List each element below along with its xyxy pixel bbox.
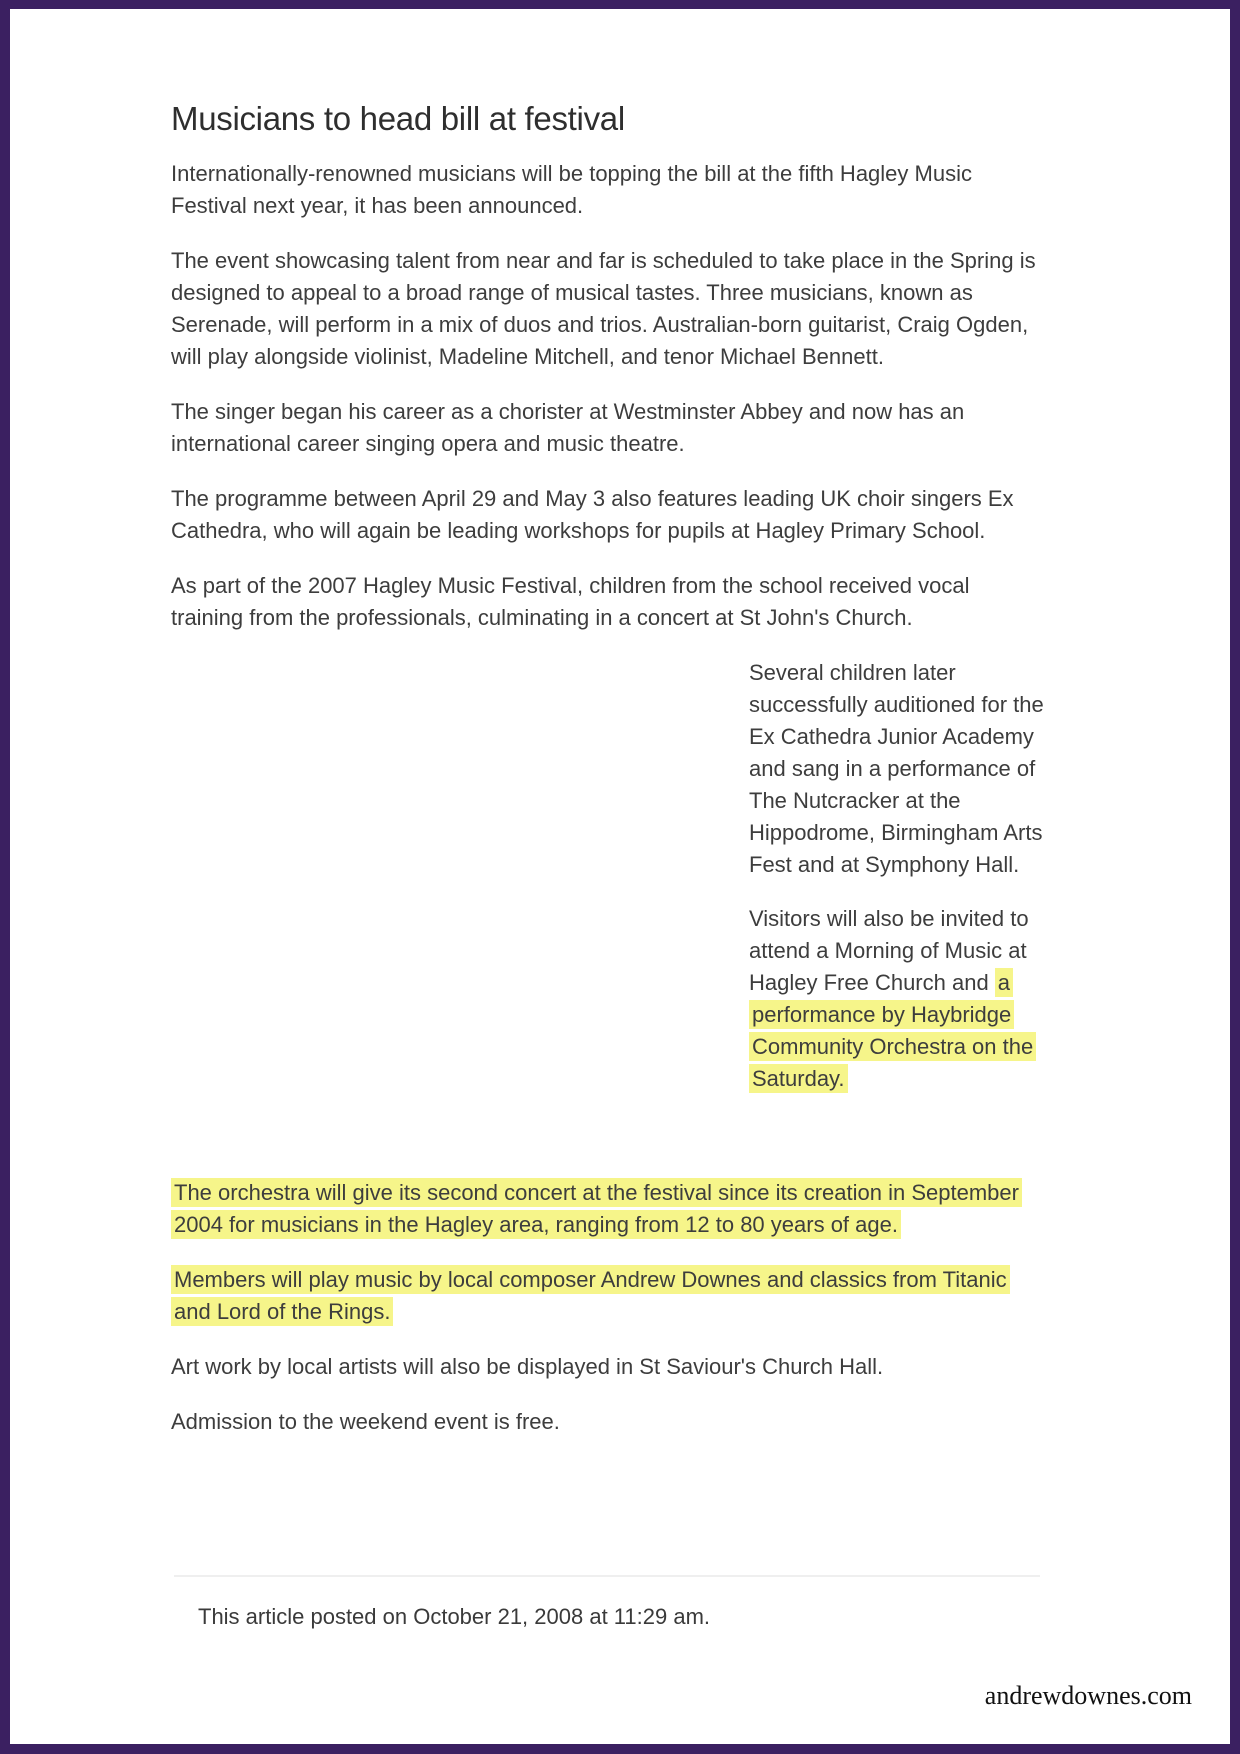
posted-date: This article posted on October 21, 2008 at 11:29 am.	[198, 1604, 711, 1629]
footer-divider	[174, 1575, 1040, 1577]
paragraph-orchestra	[171, 1177, 1041, 1241]
paragraph-visitors	[749, 903, 1049, 1095]
paragraph-programme: The programme between April 29 and May 3 also features leading UK choir singers Ex Cathedra, who will again be leading workshops for pupils at Hagley Primary School.	[171, 486, 1014, 543]
paragraph-art-work: Art work by local artists will also be displayed in St Saviour's Church Hall.	[171, 1354, 884, 1379]
article-headline: Musicians to head bill at festival	[171, 100, 625, 137]
two-column-section	[171, 657, 1044, 1177]
paragraph-intro: Internationally-renowned musicians will be topping the bill at the fifth Hagley Music Festival next year, it has been announced.	[171, 161, 972, 218]
highlighted-text: a performance by Haybridge Community Orchestra on the Saturday.	[749, 968, 1036, 1093]
highlighted-text: Members will play music by local composer Andrew Downes and classics from Titanic and Lord of the Rings.	[171, 1265, 1010, 1326]
paragraph-event: The event showcasing talent from near and far is scheduled to take place in the Spring is designed to appeal to a broad range of musical tastes. Three musicians, known as Serenade, will perform in a mix of duos and trios. Australian-born guitarist, Craig Ogden, will play alongside violinist, Madeline Mitchell, and tenor Michael Bennett.	[171, 248, 1036, 369]
article	[171, 100, 1044, 1461]
visitors-text: Visitors will also be invited to attend a Morning of Music at Hagley Free Church and	[749, 906, 1029, 995]
paragraph-children: Several children later successfully auditioned for the Ex Cathedra Junior Academy and sang in a performance of The Nutcracker at the Hippodrome, Birmingham Arts Fest and at Symphony Hall.	[749, 660, 1044, 877]
site-watermark: andrewdownes.com	[984, 1681, 1192, 1710]
paragraph-2007-festival: As part of the 2007 Hagley Music Festival, children from the school received vocal training from the professionals, culminating in a concert at St John's Church.	[171, 573, 970, 630]
paragraph-members	[171, 1264, 1041, 1328]
highlighted-text: The orchestra will give its second concert at the festival since its creation in September 2004 for musicians in the Hagley area, ranging from 12 to 80 years of age.	[171, 1178, 1022, 1239]
side-column	[749, 657, 1049, 1117]
paragraph-admission: Admission to the weekend event is free.	[171, 1409, 560, 1434]
paragraph-singer: The singer began his career as a chorister at Westminster Abbey and now has an international career singing opera and music theatre.	[171, 399, 965, 456]
